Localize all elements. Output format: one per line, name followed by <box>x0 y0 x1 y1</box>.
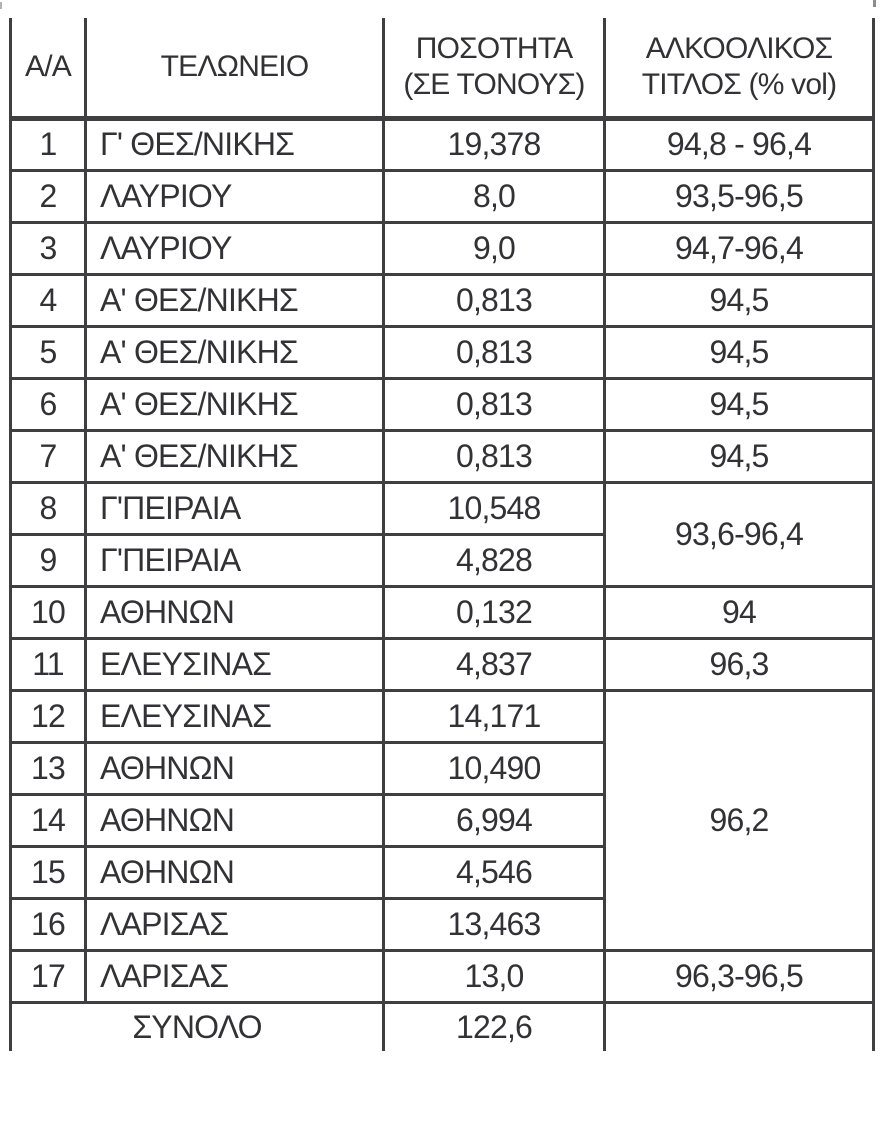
quantity-cell: 10,490 <box>384 742 605 794</box>
alcohol-cell: 96,3 <box>605 638 874 690</box>
header-quantity-line2: (ΣΕ ΤΟΝΟΥΣ) <box>403 67 585 101</box>
table-row <box>11 118 874 170</box>
alcohol-cell-merged: 96,2 <box>605 690 874 950</box>
aa-cell: 16 <box>11 898 86 950</box>
quantity-cell: 0,813 <box>384 274 605 326</box>
scan-artifact-top-right <box>873 0 876 7</box>
table-row <box>11 690 874 742</box>
office-cell: ΑΘΗΝΩΝ <box>86 586 384 638</box>
customs-table <box>9 18 875 1051</box>
quantity-cell: 6,994 <box>384 794 605 846</box>
office-cell: ΛΑΡΙΣΑΣ <box>86 898 384 950</box>
header-alcohol-line2: ΤΙΤΛΟΣ (% vol) <box>641 67 837 101</box>
scan-artifact-top-left <box>0 2 2 9</box>
aa-cell: 2 <box>11 170 86 222</box>
alcohol-cell: 94,5 <box>605 430 874 482</box>
quantity-cell: 0,813 <box>384 430 605 482</box>
table-row <box>11 638 874 690</box>
aa-cell: 15 <box>11 846 86 898</box>
aa-cell: 7 <box>11 430 86 482</box>
office-cell: ΕΛΕΥΣΙΝΑΣ <box>86 638 384 690</box>
office-cell: Α' ΘΕΣ/ΝΙΚΗΣ <box>86 274 384 326</box>
aa-cell: 11 <box>11 638 86 690</box>
quantity-cell: 0,132 <box>384 586 605 638</box>
office-cell: ΑΘΗΝΩΝ <box>86 846 384 898</box>
header-quantity-line1: ΠΟΣΟΤΗΤΑ <box>415 31 573 65</box>
alcohol-cell: 94,7-96,4 <box>605 222 874 274</box>
header-alcohol <box>605 18 874 118</box>
alcohol-cell: 94,8 - 96,4 <box>605 118 874 170</box>
office-cell: Α' ΘΕΣ/ΝΙΚΗΣ <box>86 378 384 430</box>
alcohol-cell: 93,5-96,5 <box>605 170 874 222</box>
alcohol-cell: 94,5 <box>605 326 874 378</box>
aa-cell: 5 <box>11 326 86 378</box>
office-cell: ΛΑΥΡΙΟΥ <box>86 170 384 222</box>
alcohol-cell: 94,5 <box>605 378 874 430</box>
header-alcohol-line1: ΑΛΚΟΟΛΙΚΟΣ <box>645 31 833 65</box>
quantity-cell: 13,463 <box>384 898 605 950</box>
table-header-row <box>11 18 874 118</box>
office-cell: Γ'ΠΕΙΡΑΙΑ <box>86 534 384 586</box>
table-row <box>11 170 874 222</box>
table-row <box>11 950 874 1002</box>
aa-cell: 4 <box>11 274 86 326</box>
aa-cell: 8 <box>11 482 86 534</box>
total-alcohol-cell <box>605 1002 874 1051</box>
quantity-cell: 14,171 <box>384 690 605 742</box>
quantity-cell: 10,548 <box>384 482 605 534</box>
office-cell: ΑΘΗΝΩΝ <box>86 794 384 846</box>
office-cell: ΕΛΕΥΣΙΝΑΣ <box>86 690 384 742</box>
aa-cell: 1 <box>11 118 86 170</box>
office-cell: Γ' ΘΕΣ/ΝΙΚΗΣ <box>86 118 384 170</box>
table-row <box>11 378 874 430</box>
alcohol-cell: 94 <box>605 586 874 638</box>
total-label-cell: ΣΥΝΟΛΟ <box>11 1002 384 1051</box>
table-row <box>11 274 874 326</box>
aa-cell: 12 <box>11 690 86 742</box>
total-row <box>11 1002 874 1051</box>
office-cell: Α' ΘΕΣ/ΝΙΚΗΣ <box>86 430 384 482</box>
total-quantity-cell: 122,6 <box>384 1002 605 1051</box>
quantity-cell: 9,0 <box>384 222 605 274</box>
aa-cell: 10 <box>11 586 86 638</box>
quantity-cell: 13,0 <box>384 950 605 1002</box>
header-aa-label: Α/Α <box>25 49 71 83</box>
table-row <box>11 222 874 274</box>
aa-cell: 9 <box>11 534 86 586</box>
quantity-cell: 8,0 <box>384 170 605 222</box>
aa-cell: 13 <box>11 742 86 794</box>
aa-cell: 17 <box>11 950 86 1002</box>
quantity-cell: 0,813 <box>384 378 605 430</box>
quantity-cell: 4,837 <box>384 638 605 690</box>
header-office <box>86 18 384 118</box>
table-row <box>11 326 874 378</box>
office-cell: ΛΑΡΙΣΑΣ <box>86 950 384 1002</box>
aa-cell: 6 <box>11 378 86 430</box>
table-row <box>11 586 874 638</box>
header-aa <box>11 18 86 118</box>
alcohol-cell-merged: 93,6-96,4 <box>605 482 874 586</box>
header-quantity <box>384 18 605 118</box>
alcohol-cell: 94,5 <box>605 274 874 326</box>
quantity-cell: 4,546 <box>384 846 605 898</box>
office-cell: Α' ΘΕΣ/ΝΙΚΗΣ <box>86 326 384 378</box>
quantity-cell: 19,378 <box>384 118 605 170</box>
table-row <box>11 482 874 534</box>
table-row <box>11 430 874 482</box>
alcohol-cell: 96,3-96,5 <box>605 950 874 1002</box>
office-cell: ΛΑΥΡΙΟΥ <box>86 222 384 274</box>
aa-cell: 14 <box>11 794 86 846</box>
office-cell: Γ'ΠΕΙΡΑΙΑ <box>86 482 384 534</box>
quantity-cell: 0,813 <box>384 326 605 378</box>
office-cell: ΑΘΗΝΩΝ <box>86 742 384 794</box>
quantity-cell: 4,828 <box>384 534 605 586</box>
header-office-label: ΤΕΛΩΝΕΙΟ <box>160 49 309 83</box>
aa-cell: 3 <box>11 222 86 274</box>
